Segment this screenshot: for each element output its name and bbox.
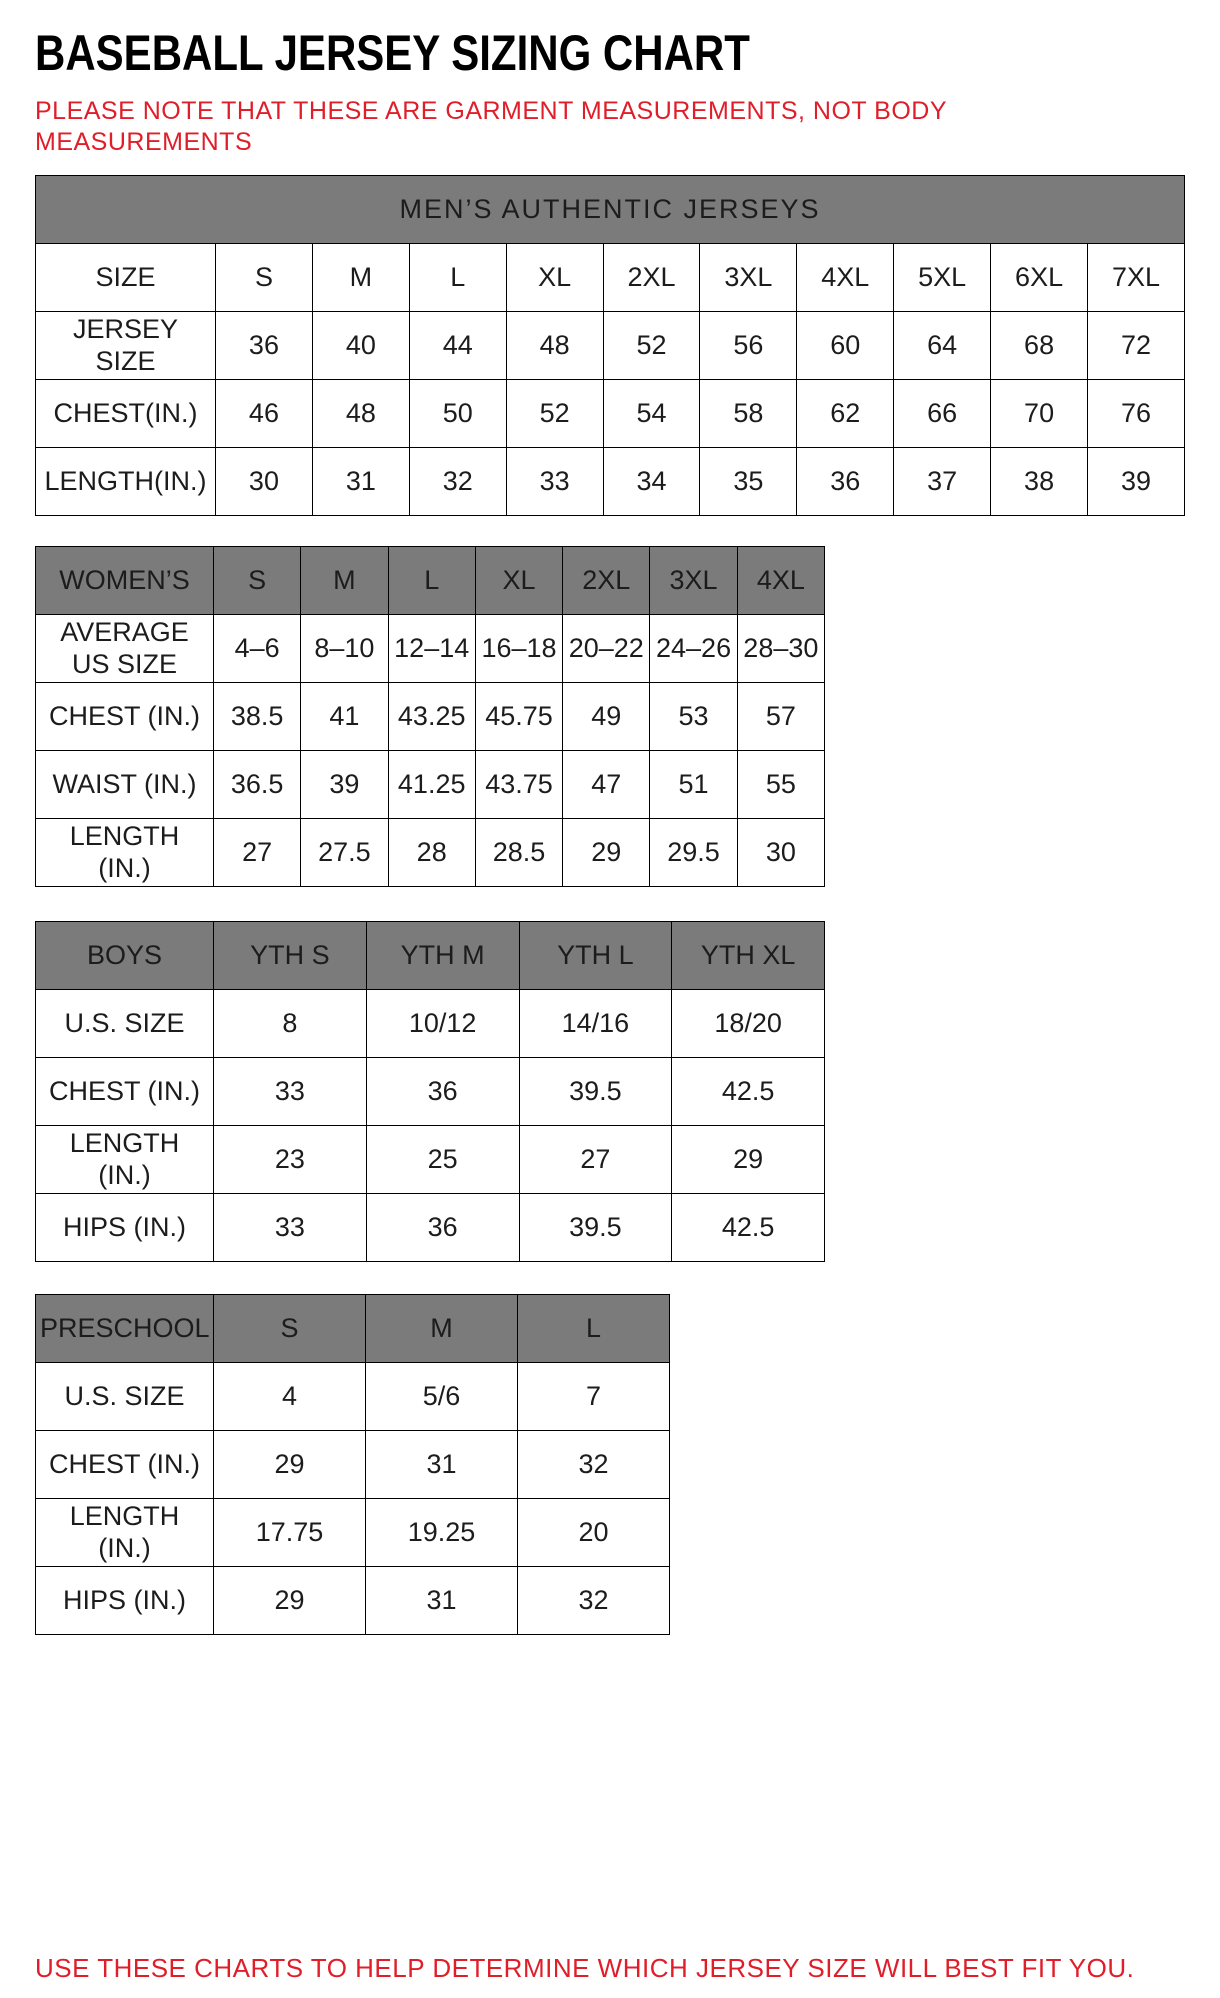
table-header-label: WOMEN’S — [36, 547, 214, 615]
table-cell: 27.5 — [301, 819, 388, 887]
table-header-row — [36, 922, 825, 990]
table-cell: 7 — [518, 1363, 670, 1431]
table-row — [36, 244, 1185, 312]
womens-table-grid — [35, 546, 825, 887]
table-cell: 5/6 — [366, 1363, 518, 1431]
table-cell: 8 — [214, 990, 367, 1058]
table-cell: 42.5 — [672, 1058, 825, 1126]
table-cell: 48 — [312, 380, 409, 448]
table-cell: 12–14 — [388, 615, 475, 683]
table-row — [36, 1567, 670, 1635]
table-row — [36, 1499, 670, 1567]
table-cell: 53 — [650, 683, 737, 751]
row-label: HIPS (IN.) — [36, 1194, 214, 1262]
table-cell: 25 — [366, 1126, 519, 1194]
mens-table-grid — [35, 175, 1185, 516]
table-cell: 36 — [797, 448, 894, 516]
table-cell: 27 — [519, 1126, 672, 1194]
table-row — [36, 1431, 670, 1499]
table-cell: 70 — [991, 380, 1088, 448]
mens-jerseys-table — [35, 175, 1185, 516]
table-cell: 30 — [737, 819, 824, 887]
table-cell: 60 — [797, 312, 894, 380]
row-label: CHEST (IN.) — [36, 1431, 214, 1499]
table-cell: 38.5 — [214, 683, 301, 751]
table-cell: 39 — [1088, 448, 1185, 516]
table-cell: 72 — [1088, 312, 1185, 380]
table-cell: 68 — [991, 312, 1088, 380]
table-cell: 41 — [301, 683, 388, 751]
table-row — [36, 312, 1185, 380]
table-cell: 7XL — [1088, 244, 1185, 312]
table-cell: 30 — [216, 448, 313, 516]
table-cell: 47 — [563, 751, 650, 819]
table-cell: 62 — [797, 380, 894, 448]
table-cell: 29.5 — [650, 819, 737, 887]
garment-measurements-note: PLEASE NOTE THAT THESE ARE GARMENT MEASUREMENTS, NOT BODY MEASUREMENTS — [35, 97, 947, 156]
table-cell: 8–10 — [301, 615, 388, 683]
column-header: 2XL — [563, 547, 650, 615]
table-cell: 39 — [301, 751, 388, 819]
table-cell: 29 — [214, 1431, 366, 1499]
table-cell: 2XL — [603, 244, 700, 312]
table-row — [36, 751, 825, 819]
table-cell: 35 — [700, 448, 797, 516]
table-cell: 45.75 — [475, 683, 562, 751]
table-row — [36, 1126, 825, 1194]
table-row — [36, 990, 825, 1058]
table-cell: 37 — [894, 448, 991, 516]
table-row — [36, 615, 825, 683]
table-row — [36, 1058, 825, 1126]
table-cell: 20–22 — [563, 615, 650, 683]
table-banner-row — [36, 176, 1185, 244]
row-label: SIZE — [36, 244, 216, 312]
row-label: CHEST(IN.) — [36, 380, 216, 448]
table-cell: 58 — [700, 380, 797, 448]
column-header: YTH S — [214, 922, 367, 990]
boys-jerseys-table — [35, 921, 1185, 1262]
table-cell: 54 — [603, 380, 700, 448]
table-cell: 43.25 — [388, 683, 475, 751]
table-cell: 39.5 — [519, 1194, 672, 1262]
table-cell: 28 — [388, 819, 475, 887]
preschool-jerseys-table — [35, 1294, 1185, 1635]
table-cell: 5XL — [894, 244, 991, 312]
row-label: U.S. SIZE — [36, 990, 214, 1058]
row-label: HIPS (IN.) — [36, 1567, 214, 1635]
table-cell: 29 — [563, 819, 650, 887]
table-cell: 55 — [737, 751, 824, 819]
table-row — [36, 1194, 825, 1262]
table-cell: 40 — [312, 312, 409, 380]
row-label: CHEST (IN.) — [36, 1058, 214, 1126]
row-label: CHEST (IN.) — [36, 683, 214, 751]
table-cell: 10/12 — [366, 990, 519, 1058]
table-banner: MEN’S AUTHENTIC JERSEYS — [36, 176, 1185, 244]
table-row — [36, 683, 825, 751]
row-label: LENGTH (IN.) — [36, 819, 214, 887]
row-label: JERSEY SIZE — [36, 312, 216, 380]
table-cell: 17.75 — [214, 1499, 366, 1567]
table-cell: 36 — [366, 1194, 519, 1262]
table-row — [36, 1363, 670, 1431]
womens-jerseys-table — [35, 546, 1185, 887]
table-row — [36, 448, 1185, 516]
table-cell: 76 — [1088, 380, 1185, 448]
table-cell: 33 — [506, 448, 603, 516]
page-title: BASEBALL JERSEY SIZING CHART — [35, 25, 750, 81]
table-cell: 28.5 — [475, 819, 562, 887]
column-header: M — [366, 1295, 518, 1363]
table-cell: 34 — [603, 448, 700, 516]
table-cell: 20 — [518, 1499, 670, 1567]
page — [0, 24, 1220, 1635]
row-label: U.S. SIZE — [36, 1363, 214, 1431]
table-cell: 4XL — [797, 244, 894, 312]
column-header: YTH XL — [672, 922, 825, 990]
table-cell: 39.5 — [519, 1058, 672, 1126]
column-header: S — [214, 1295, 366, 1363]
table-cell: 33 — [214, 1058, 367, 1126]
table-header-row — [36, 547, 825, 615]
table-header-label: PRESCHOOL — [36, 1295, 214, 1363]
table-cell: 36 — [366, 1058, 519, 1126]
table-cell: 52 — [603, 312, 700, 380]
column-header: 4XL — [737, 547, 824, 615]
table-cell: 31 — [366, 1567, 518, 1635]
table-cell: 18/20 — [672, 990, 825, 1058]
table-cell: 29 — [214, 1567, 366, 1635]
row-label: LENGTH(IN.) — [36, 448, 216, 516]
table-cell: 29 — [672, 1126, 825, 1194]
table-cell: 4 — [214, 1363, 366, 1431]
table-header-row — [36, 1295, 670, 1363]
row-label: LENGTH (IN.) — [36, 1499, 214, 1567]
table-cell: 64 — [894, 312, 991, 380]
table-cell: 50 — [409, 380, 506, 448]
table-cell: 16–18 — [475, 615, 562, 683]
table-cell: 27 — [214, 819, 301, 887]
table-cell: 46 — [216, 380, 313, 448]
column-header: 3XL — [650, 547, 737, 615]
table-cell: 66 — [894, 380, 991, 448]
table-cell: 56 — [700, 312, 797, 380]
table-cell: 28–30 — [737, 615, 824, 683]
table-cell: 31 — [312, 448, 409, 516]
table-cell: 6XL — [991, 244, 1088, 312]
column-header: M — [301, 547, 388, 615]
table-cell: 4–6 — [214, 615, 301, 683]
table-cell: 31 — [366, 1431, 518, 1499]
table-cell: 41.25 — [388, 751, 475, 819]
table-cell: 38 — [991, 448, 1088, 516]
table-cell: 36 — [216, 312, 313, 380]
row-label: LENGTH (IN.) — [36, 1126, 214, 1194]
table-cell: L — [409, 244, 506, 312]
column-header: YTH M — [366, 922, 519, 990]
column-header: XL — [475, 547, 562, 615]
table-cell: 48 — [506, 312, 603, 380]
table-cell: 32 — [518, 1567, 670, 1635]
table-cell: S — [216, 244, 313, 312]
table-cell: 3XL — [700, 244, 797, 312]
table-cell: 36.5 — [214, 751, 301, 819]
table-row — [36, 819, 825, 887]
column-header: L — [518, 1295, 670, 1363]
table-header-label: BOYS — [36, 922, 214, 990]
row-label: AVERAGE US SIZE — [36, 615, 214, 683]
table-cell: 32 — [409, 448, 506, 516]
preschool-table-grid — [35, 1294, 670, 1635]
table-cell: 57 — [737, 683, 824, 751]
table-cell: 51 — [650, 751, 737, 819]
fit-advice-footer: USE THESE CHARTS TO HELP DETERMINE WHICH JERSEY SIZE WILL BEST FIT YOU. — [35, 1953, 1135, 1983]
table-cell: 33 — [214, 1194, 367, 1262]
table-cell: XL — [506, 244, 603, 312]
table-cell: M — [312, 244, 409, 312]
table-cell: 19.25 — [366, 1499, 518, 1567]
row-label: WAIST (IN.) — [36, 751, 214, 819]
table-row — [36, 380, 1185, 448]
table-cell: 14/16 — [519, 990, 672, 1058]
table-cell: 32 — [518, 1431, 670, 1499]
table-cell: 23 — [214, 1126, 367, 1194]
table-cell: 49 — [563, 683, 650, 751]
column-header: L — [388, 547, 475, 615]
table-cell: 52 — [506, 380, 603, 448]
table-cell: 44 — [409, 312, 506, 380]
boys-table-grid — [35, 921, 825, 1262]
table-cell: 42.5 — [672, 1194, 825, 1262]
table-cell: 43.75 — [475, 751, 562, 819]
column-header: S — [214, 547, 301, 615]
column-header: YTH L — [519, 922, 672, 990]
table-cell: 24–26 — [650, 615, 737, 683]
